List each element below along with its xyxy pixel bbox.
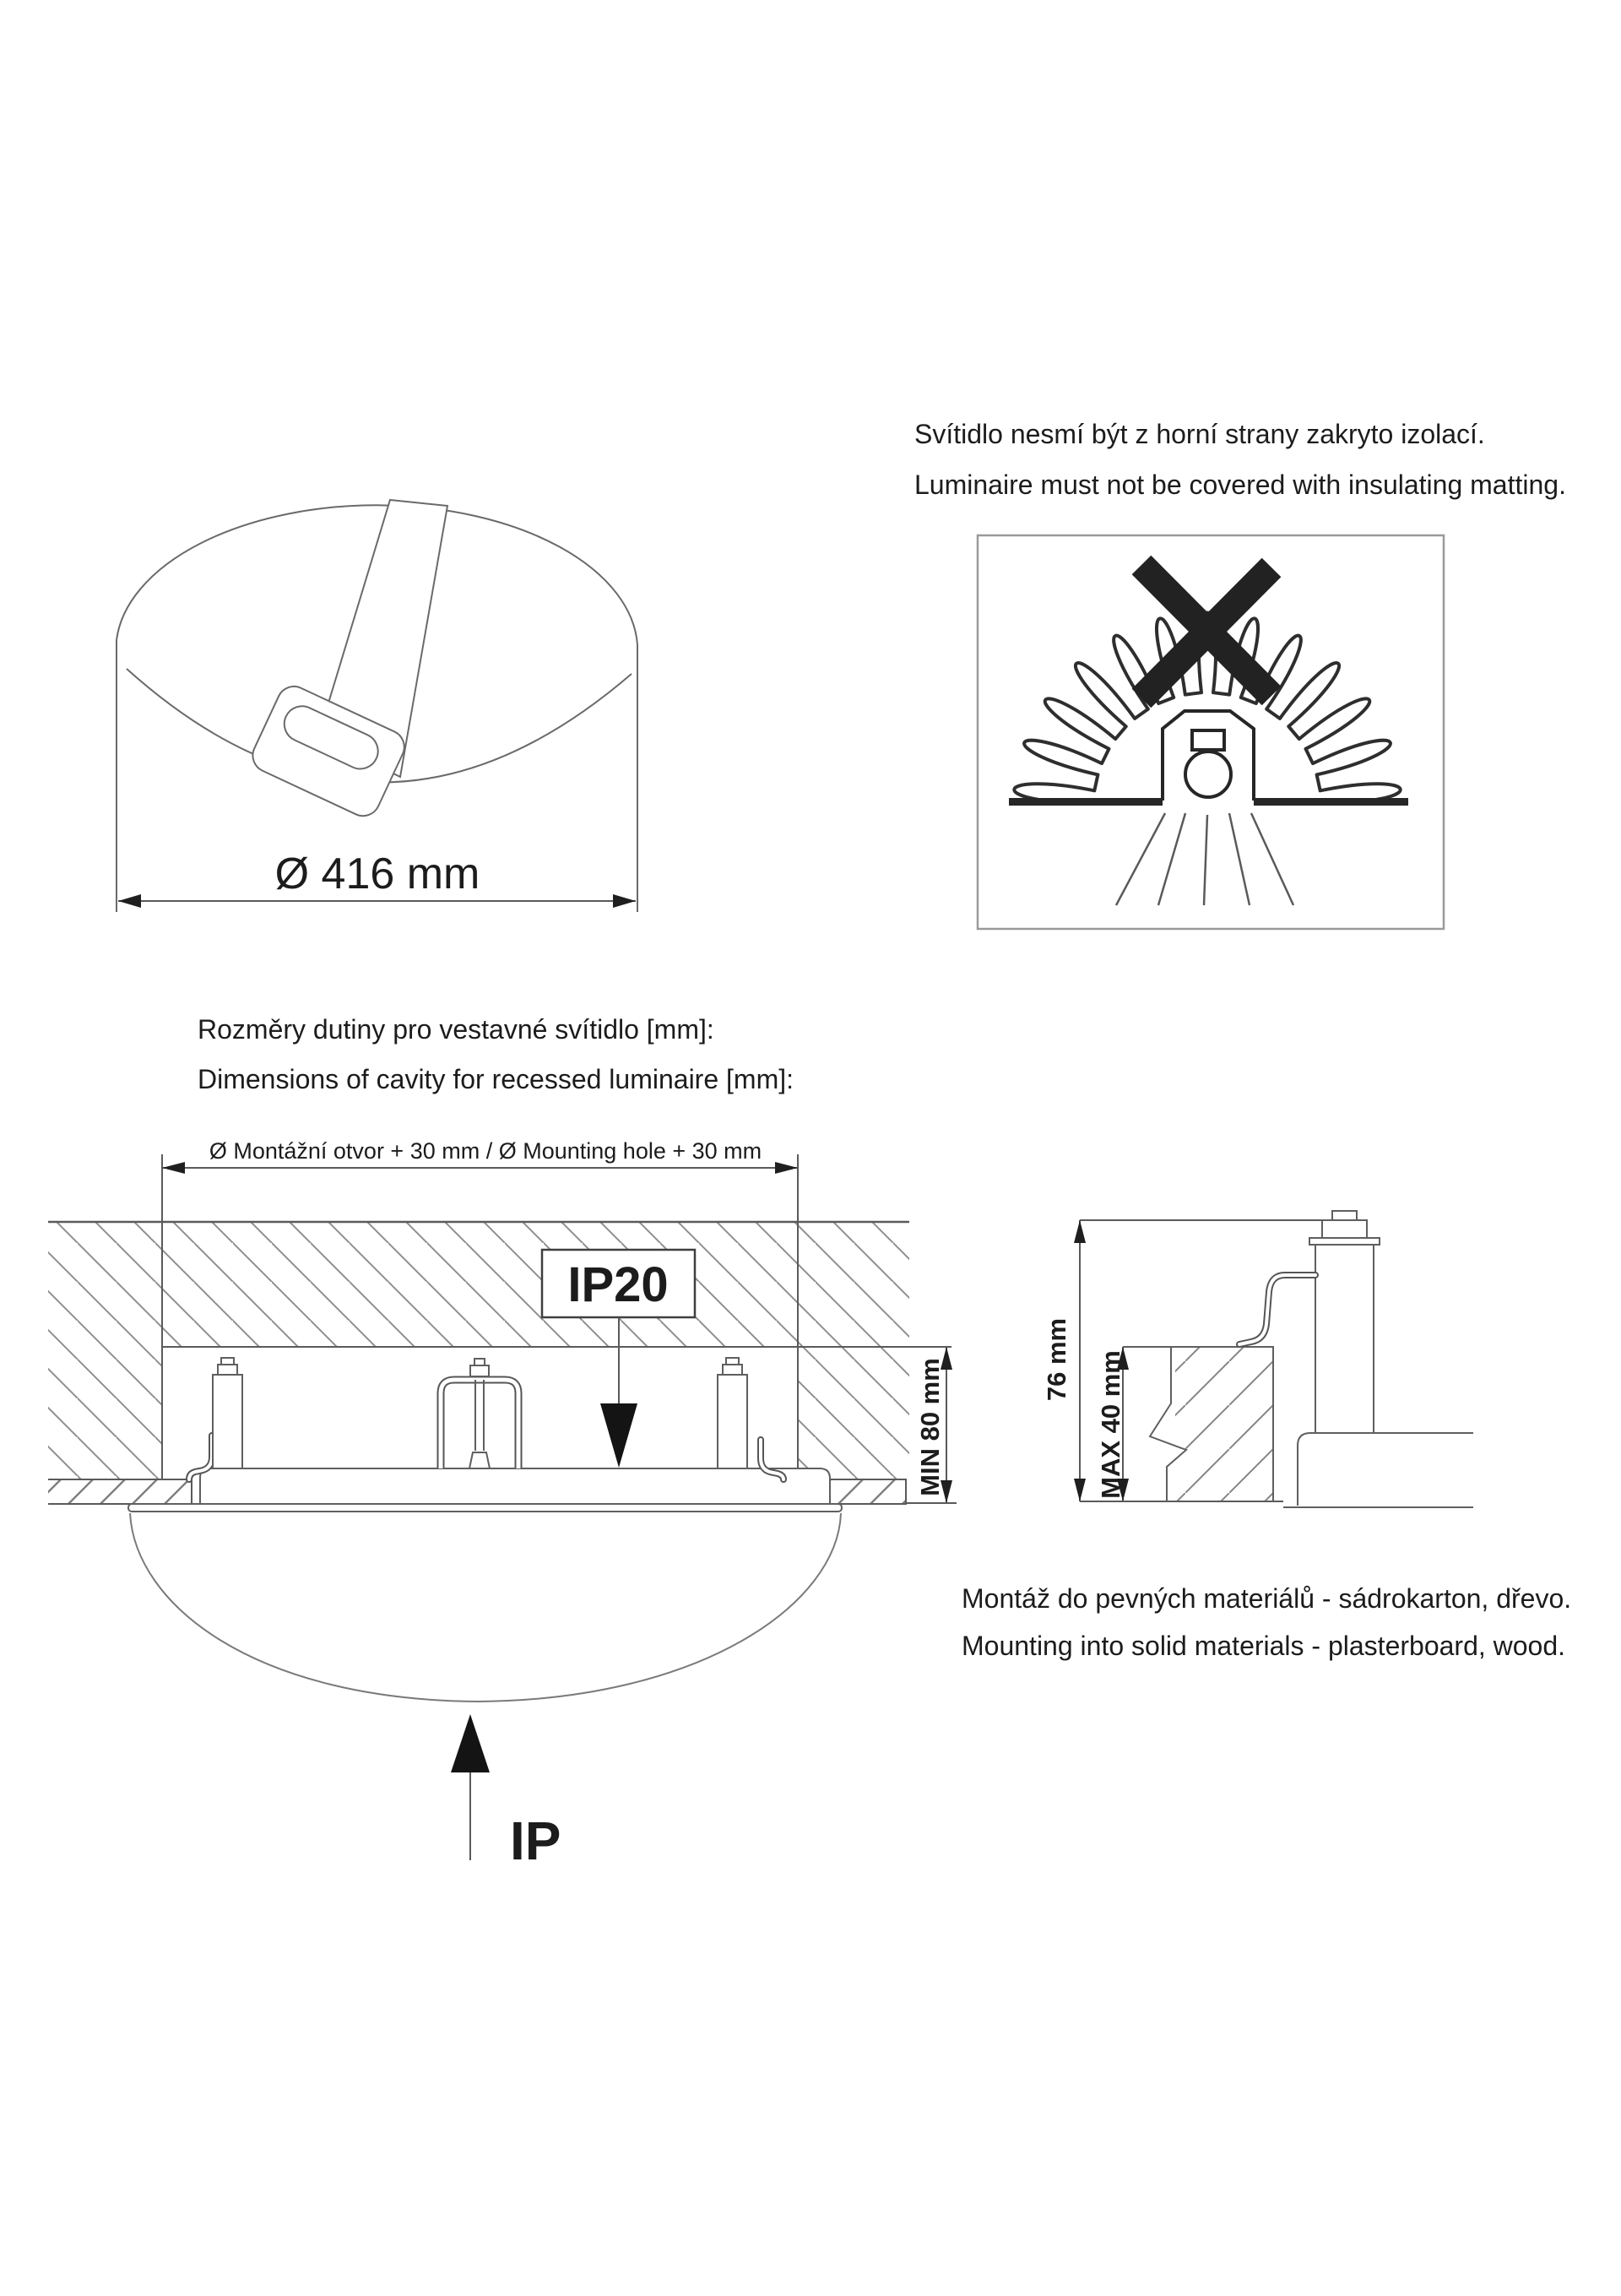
cavity-cross-section: [48, 1138, 957, 1871]
side-mounting-detail: [1042, 1211, 1473, 1507]
ip20-label: IP20: [567, 1257, 669, 1312]
mounting-note-en: Mounting into solid materials - plasterboard, wood.: [962, 1631, 1566, 1661]
max-thickness-label: MAX 40 mm: [1096, 1350, 1125, 1499]
dimension-arrow-left: [118, 894, 141, 908]
center-bracket: [441, 1359, 518, 1468]
dimension-arrow-left: [162, 1162, 185, 1174]
rod-foot: [469, 1452, 490, 1468]
insulation-note-en: Luminaire must not be covered with insulating matting.: [914, 470, 1566, 500]
insulation-warning-pictogram: [978, 535, 1444, 929]
min-depth-label: MIN 80 mm: [915, 1358, 945, 1496]
max-thickness-dimension: [1096, 1347, 1129, 1501]
dimension-arrow-down: [1074, 1479, 1086, 1501]
trim-ring-section: [128, 1504, 842, 1512]
ip-arrowhead: [451, 1714, 490, 1772]
ceiling-bar-right: [1254, 798, 1408, 806]
diameter-label: Ø 416 mm: [274, 849, 480, 898]
luminaire-body-section: [200, 1468, 830, 1504]
insulation-note-cz: Svítidlo nesmí být z horní strany zakryto izolací.: [914, 419, 1485, 449]
ceiling-board-left: [48, 1479, 192, 1504]
glass-dome-section: [130, 1513, 841, 1702]
cavity-note-en: Dimensions of cavity for recessed luminaire [mm]:: [198, 1064, 794, 1094]
dimension-arrow-up: [1074, 1220, 1086, 1243]
mounting-hole-dimension: [162, 1138, 798, 1174]
height-label: 76 mm: [1042, 1317, 1071, 1402]
mounting-note-cz: Montáž do pevných materiálů - sádrokarton, dřevo.: [962, 1583, 1572, 1614]
ip-callout: [451, 1714, 561, 1871]
recessed-lamp-icon: [1163, 711, 1254, 801]
cavity-note-cz: Rozměry dutiny pro vestavné svítidlo [mm]:: [198, 1014, 714, 1045]
screw-post-right: [718, 1358, 747, 1468]
rod-nut-cap: [474, 1359, 485, 1365]
detail-spring-wire: [1239, 1275, 1315, 1344]
min-depth-dimension: [906, 1347, 957, 1503]
dimension-arrow-right: [613, 894, 636, 908]
ceiling-material-hatch: [48, 1222, 909, 1479]
ip20-callout: [542, 1250, 695, 1468]
screw-post-left: [213, 1358, 242, 1468]
board-block-hatch: [1175, 1347, 1273, 1501]
dimension-arrow-right: [775, 1162, 798, 1174]
ip-label: IP: [510, 1810, 561, 1871]
detail-body-section: [1298, 1433, 1473, 1506]
diameter-dimension: [118, 849, 636, 908]
mounting-hole-label: Ø Montážní otvor + 30 mm / Ø Mounting hole + 30 mm: [209, 1138, 762, 1164]
rod-nut: [470, 1365, 489, 1376]
ip20-arrowhead: [600, 1403, 637, 1468]
detail-screw-post: [1309, 1211, 1380, 1433]
ceiling-bar-left: [1009, 798, 1163, 806]
threaded-rod: [475, 1380, 484, 1451]
